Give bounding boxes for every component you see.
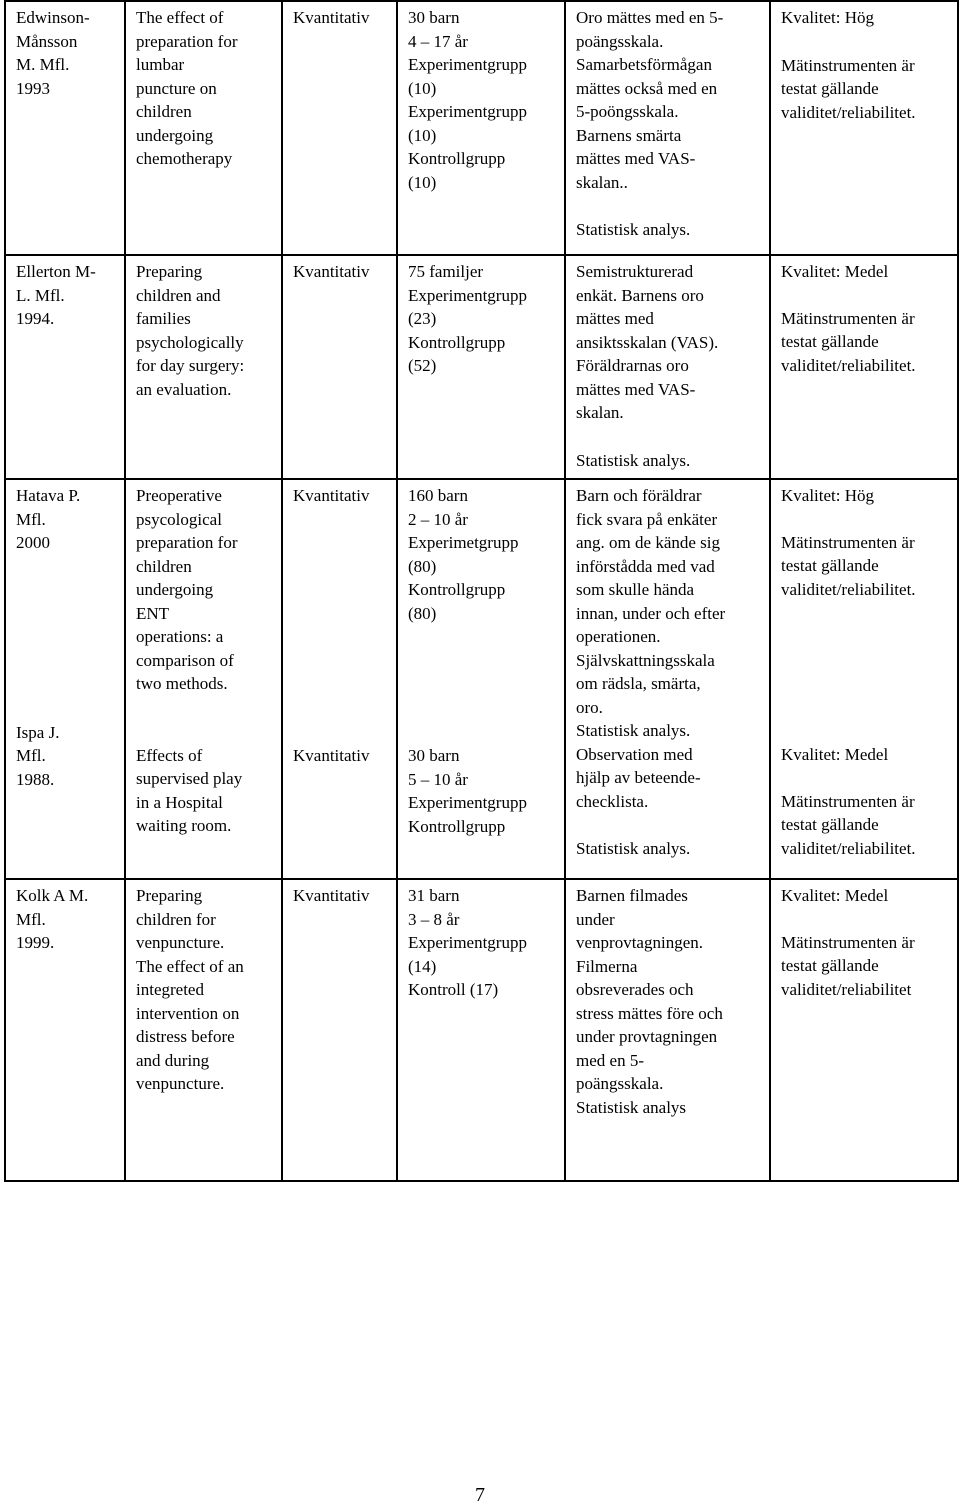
table-row [5,255,958,479]
method-cell: Oro mättes med en 5- poängsskala. Samarbetsförmågan mättes också med en 5-poöngsskala. Barnens smärta mättes med VAS- skalan.. Statistisk analys. [565,1,770,255]
author-cell: Hatava P. Mfl. 2000 Ispa J. Mfl. 1988. [5,479,125,879]
sample-cell: 160 barn 2 – 10 år Experimetgrupp (80) Kontrollgrupp (80) 30 barn 5 – 10 år Experimentgrupp Kontrollgrupp [397,479,565,879]
design-cell: Kvantitativ [282,879,397,1181]
sample-cell: 30 barn 4 – 17 år Experimentgrupp (10) Experimentgrupp (10) Kontrollgrupp (10) [397,1,565,255]
title-cell: Preparing children and families psychologically for day surgery: an evaluation. [125,255,282,479]
analysis-text: Statistisk analys. [576,220,691,239]
author-cell: Ellerton M- L. Mfl. 1994. [5,255,125,479]
method-cell: Barn och föräldrar fick svara på enkäter ang. om de kände sig införstådda med vad som skulle hända innan, under och efter operationen. Självskattningsskala om rädsla, smärta, oro. Statistisk analys. Observation med hjälp av beteende- checklista. Statistisk analys. [565,479,770,879]
method-cell: Semistrukturerad enkät. Barnens oro mättes med ansiktsskalan (VAS). Föräldrarnas oro mättes med VAS- skalan. Statistisk analys. [565,255,770,479]
quality-note: Mätinstrumenten är testat gällande validitet/reliabilitet. [781,532,916,599]
sample-cell: 31 barn 3 – 8 år Experimentgrupp (14) Kontroll (17) [397,879,565,1181]
quality-note: Mätinstrumenten är testat gällande validitet/reliabilitet. [781,308,916,375]
title-cell: Preparing children for venpuncture. The effect of an integreted intervention on distress before and during venpuncture. [125,879,282,1181]
quality-cell [770,879,958,1181]
quality-note: Mätinstrumenten är testat gällande validitet/reliabilitet. [781,791,916,858]
quality-note: Mätinstrumenten är testat gällande validitet/reliabilitet. [781,55,916,122]
quality-cell [770,479,958,879]
table-row [5,1,958,255]
quality-note: Mätinstrumenten är testat gällande validitet/reliabilitet [781,932,915,999]
quality-rating: Kvalitet: Medel [781,745,889,764]
sample-cell: 75 familjer Experimentgrupp (23) Kontrollgrupp (52) [397,255,565,479]
quality-rating: Kvalitet: Medel [781,886,889,905]
table-row [5,879,958,1181]
design-cell: Kvantitativ [282,1,397,255]
method-cell: Barnen filmades under venprovtagningen. Filmerna obsreverades och stress mättes före och under provtagningen med en 5- poängsskala. Statistisk analys [565,879,770,1181]
analysis-text: Statistisk analys. [576,839,691,858]
title-cell: The effect of preparation for lumbar puncture on children undergoing chemotherapy [125,1,282,255]
design-cell: Kvantitativ Kvantitativ [282,479,397,879]
page-number: 7 [475,1484,485,1506]
author-cell: Kolk A M. Mfl. 1999. [5,879,125,1181]
title-cell: Preoperative psycological preparation for children undergoing ENT operations: a comparison of two methods. Effects of supervised play in a Hospital waiting room. [125,479,282,879]
quality-cell [770,255,958,479]
quality-rating: Kvalitet: Hög [781,486,875,505]
quality-rating: Kvalitet: Hög [781,8,875,27]
design-cell: Kvantitativ [282,255,397,479]
literature-review-table [4,0,959,1182]
quality-cell [770,1,958,255]
table-row [5,479,958,879]
author-cell: Edwinson- Månsson M. Mfl. 1993 [5,1,125,255]
quality-rating: Kvalitet: Medel [781,262,889,281]
analysis-text: Statistisk analys. [576,450,691,470]
